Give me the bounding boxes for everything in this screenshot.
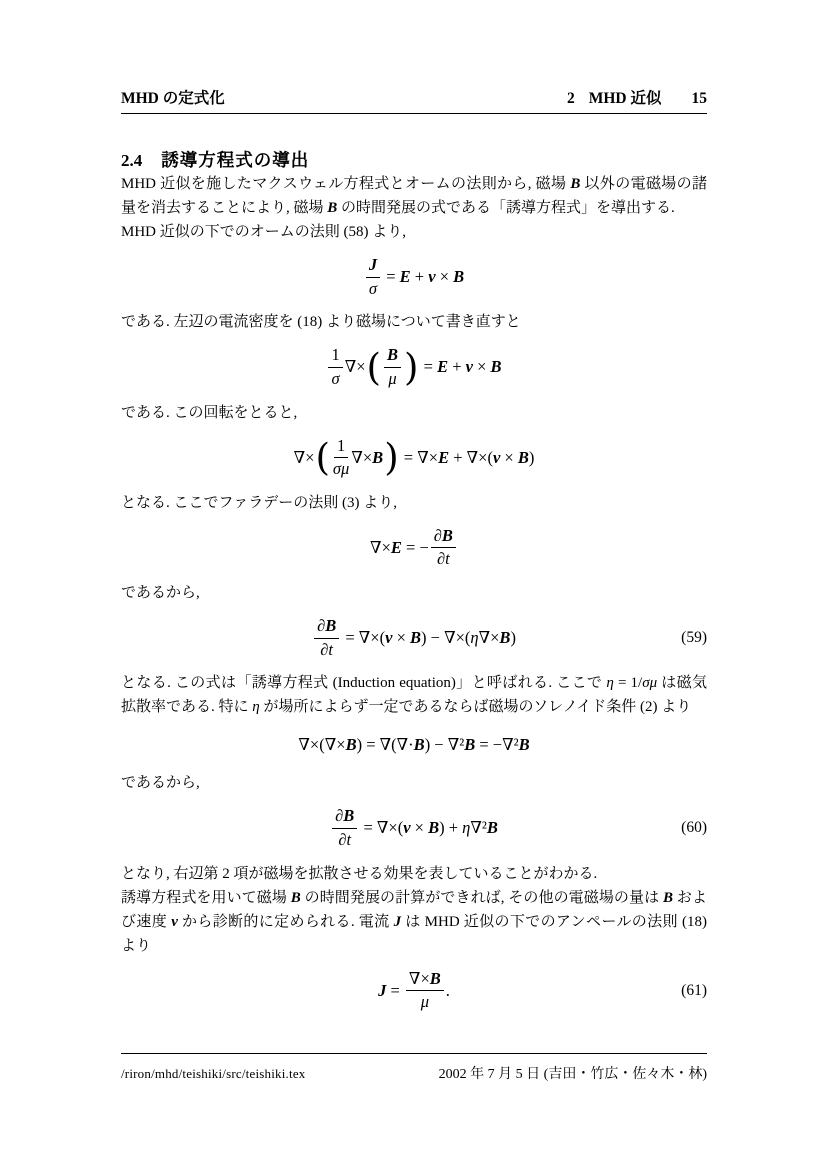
- footer-date-authors: 2002 年 7 月 5 日 (吉田・竹広・佐々木・林): [438, 1067, 707, 1082]
- equation-61: [121, 969, 707, 1013]
- equation-body: $\frac{1}{\sigma}$ ∇× ( $\frac{B}{\mu}$ ) = E + v × B: [326, 345, 501, 389]
- paragraph-intro: MHD 近似を施したマクスウェル方程式とオームの法則から, 磁場 B 以外の電磁場の諸量を消去することにより, 磁場 B の時間発展の式である「誘導方程式」を導出する.: [121, 176, 707, 216]
- section-heading: [121, 147, 707, 172]
- page-number: 15: [691, 90, 707, 107]
- equation-body: ∇× ( $\frac{1}{\sigma\mu}$ ∇× B ) = ∇× E + ∇×( v × B ): [293, 435, 535, 480]
- section-title: 誘導方程式の導出: [161, 150, 310, 170]
- header-right: [567, 86, 707, 108]
- equation-ampere-sub: [121, 345, 707, 389]
- paragraph-faraday: となる. ここでファラデーの法則 (3) より,: [121, 494, 397, 511]
- equation-body: J = ∇× B μ .: [378, 968, 450, 1012]
- section-number: 2.4: [121, 151, 143, 170]
- page-footer: [121, 1053, 707, 1083]
- equation-solenoidal: [121, 730, 707, 760]
- equation-60: [121, 806, 707, 850]
- equation-body: ∇×(∇× B ) = ∇(∇· B ) − ∇² B = −∇² B: [298, 735, 530, 755]
- paragraph-rewrite: である. 左辺の電流密度を (18) より磁場について書き直すと: [121, 314, 521, 331]
- header-section-number: 2: [566, 90, 575, 107]
- page-header: [121, 86, 707, 108]
- equation-number-61: (61): [681, 981, 707, 999]
- header-section-title: MHD 近似: [588, 90, 662, 107]
- equation-faraday-law: [121, 526, 707, 570]
- paragraph-therefore-1: であるから,: [121, 585, 200, 601]
- equation-number-60: (60): [681, 819, 707, 837]
- footer-file-path: /riron/mhd/teishiki/src/teishiki.tex: [121, 1066, 306, 1081]
- header-rule: [121, 113, 707, 114]
- paragraph-therefore-2: であるから,: [121, 775, 200, 792]
- paragraph-ohm-intro: MHD 近似の下でのオームの法則 (58) より,: [121, 224, 406, 240]
- equation-body: $\frac{J}{\sigma}$ = E + v × B: [364, 255, 464, 299]
- equation-body: ∇× E = − ∂ B ∂ t: [370, 526, 458, 570]
- header-left-title: MHD の定式化: [121, 90, 225, 107]
- equation-number-59: (59): [681, 629, 707, 647]
- equation-ohm: [121, 255, 707, 299]
- equation-body: ∂ B ∂ t = ∇×( v × B ) − ∇×( η ∇× B ): [312, 616, 516, 660]
- equation-curl-both: [121, 436, 707, 480]
- equation-59: [121, 616, 707, 660]
- equation-body: ∂ B ∂ t = ∇×( v × B ) + η ∇² B: [330, 806, 498, 850]
- paragraph-curl: である. この回転をとると,: [121, 404, 298, 421]
- paragraph-induction-named: となる. この式は「誘導方程式 (Induction equation)」と呼ばれる. ここで η = 1/σμ は磁気拡散率である. 特に η が場所によらず一定であるならば磁場のソレノイド条件 (2) より: [121, 675, 707, 716]
- paragraph-diffusion-note: となり, 右辺第 2 項が磁場を拡散させる効果を表していることがわかる.: [121, 865, 598, 882]
- paragraph-diagnostic: 誘導方程式を用いて磁場 B の時間発展の計算ができれば, その他の電磁場の量は B および速度 v から診断的に定められる. 電流 J は MHD 近似の下でのアンペールの法則 (18) より: [121, 889, 707, 954]
